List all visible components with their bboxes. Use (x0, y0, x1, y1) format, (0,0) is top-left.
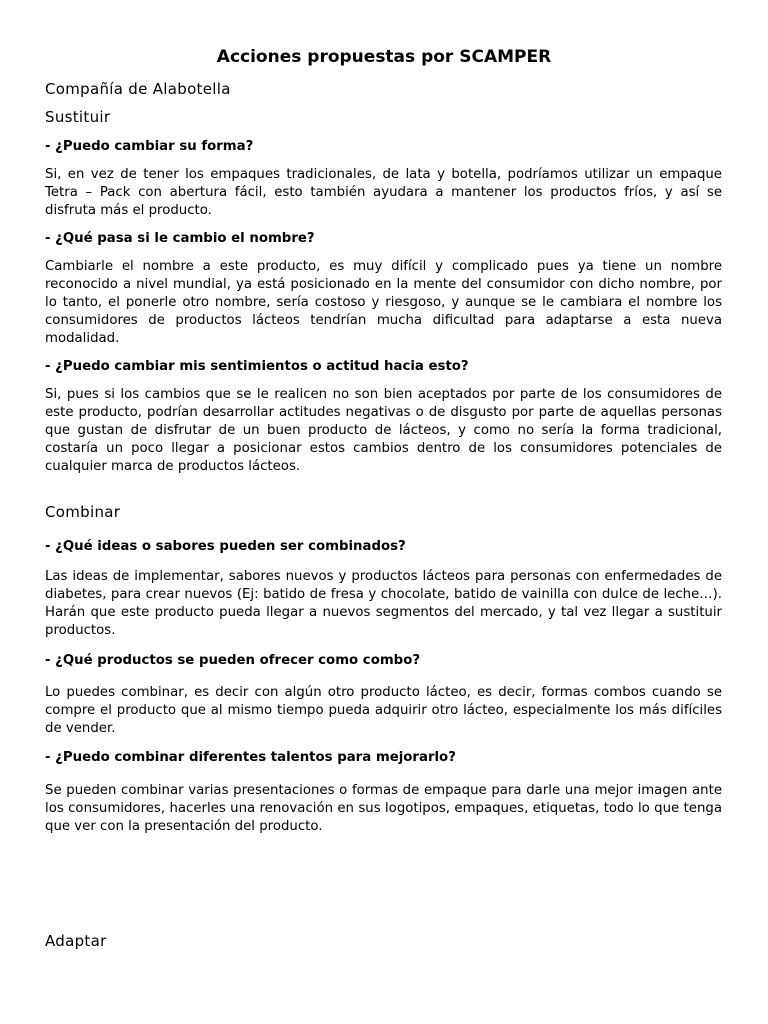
question-sustituir-3: - ¿Puedo cambiar mis sentimientos o actitud hacia esto? (45, 359, 469, 374)
answer-sustituir-1: Si, en vez de tener los empaques tradicionales, de lata y botella, podríamos utilizar un empaque Tetra – Pack con abertura fácil, esto también ayudara a mantener los productos fríos, y así se disfruta más el producto. (45, 167, 722, 218)
section-heading-adaptar: Adaptar (45, 932, 107, 950)
question-combinar-3: - ¿Puedo combinar diferentes talentos para mejorarlo? (45, 750, 456, 765)
section-heading-combinar: Combinar (45, 503, 121, 521)
answer-combinar-1: Las ideas de implementar, sabores nuevos y productos lácteos para personas con enfermedades de diabetes, para crear nuevos (Ej: batido de fresa y chocolate, batido de vainilla con dulce de leche…). Harán que este producto pueda llegar a nuevos segmentos del mercado, y tal vez llegar a sustituir productos. (45, 569, 722, 638)
answer-combinar-2: Lo puedes combinar, es decir con algún otro producto lácteo, es decir, formas combos cuando se compre el producto que al mismo tiempo pueda adquirir otro lácteo, especialmente los más difíciles de vender. (45, 685, 722, 736)
section-heading-sustituir: Sustituir (45, 108, 111, 126)
question-sustituir-2: - ¿Qué pasa si le cambio el nombre? (45, 231, 315, 246)
question-combinar-1: - ¿Qué ideas o sabores pueden ser combinados? (45, 539, 406, 554)
document-title: Acciones propuestas por SCAMPER (216, 47, 552, 67)
question-sustituir-1: - ¿Puedo cambiar su forma? (45, 139, 254, 154)
question-combinar-2: - ¿Qué productos se pueden ofrecer como combo? (45, 653, 421, 668)
answer-sustituir-3: Si, pues si los cambios que se le realicen no son bien aceptados por parte de los consumidores de este producto, podrían desarrollar actitudes negativas o de disgusto por parte de aquellas personas que gustan de disfrutar de un buen producto de lácteos, y como no sería la forma tradicional, costaría un poco llegar a posicionar estos cambios dentro de los consumidores potenciales de cualquier marca de productos lácteos. (45, 387, 722, 474)
company-name: Compañía de Alabotella (45, 80, 231, 98)
answer-sustituir-2: Cambiarle el nombre a este producto, es muy difícil y complicado pues ya tiene un nombre reconocido a nivel mundial, ya está posicionado en la mente del consumidor con dicho nombre, por lo tanto, el ponerle otro nombre, sería costoso y riesgoso, y aunque se le cambiara el nombre los consumidores de productos lácteos tendrían mucha dificultad para adaptarse a esta nueva modalidad. (45, 259, 722, 346)
answer-combinar-3: Se pueden combinar varias presentaciones o formas de empaque para darle una mejor imagen ante los consumidores, hacerles una renovación en sus logotipos, empaques, etiquetas, todo lo que tenga que ver con la presentación del producto. (45, 783, 722, 834)
